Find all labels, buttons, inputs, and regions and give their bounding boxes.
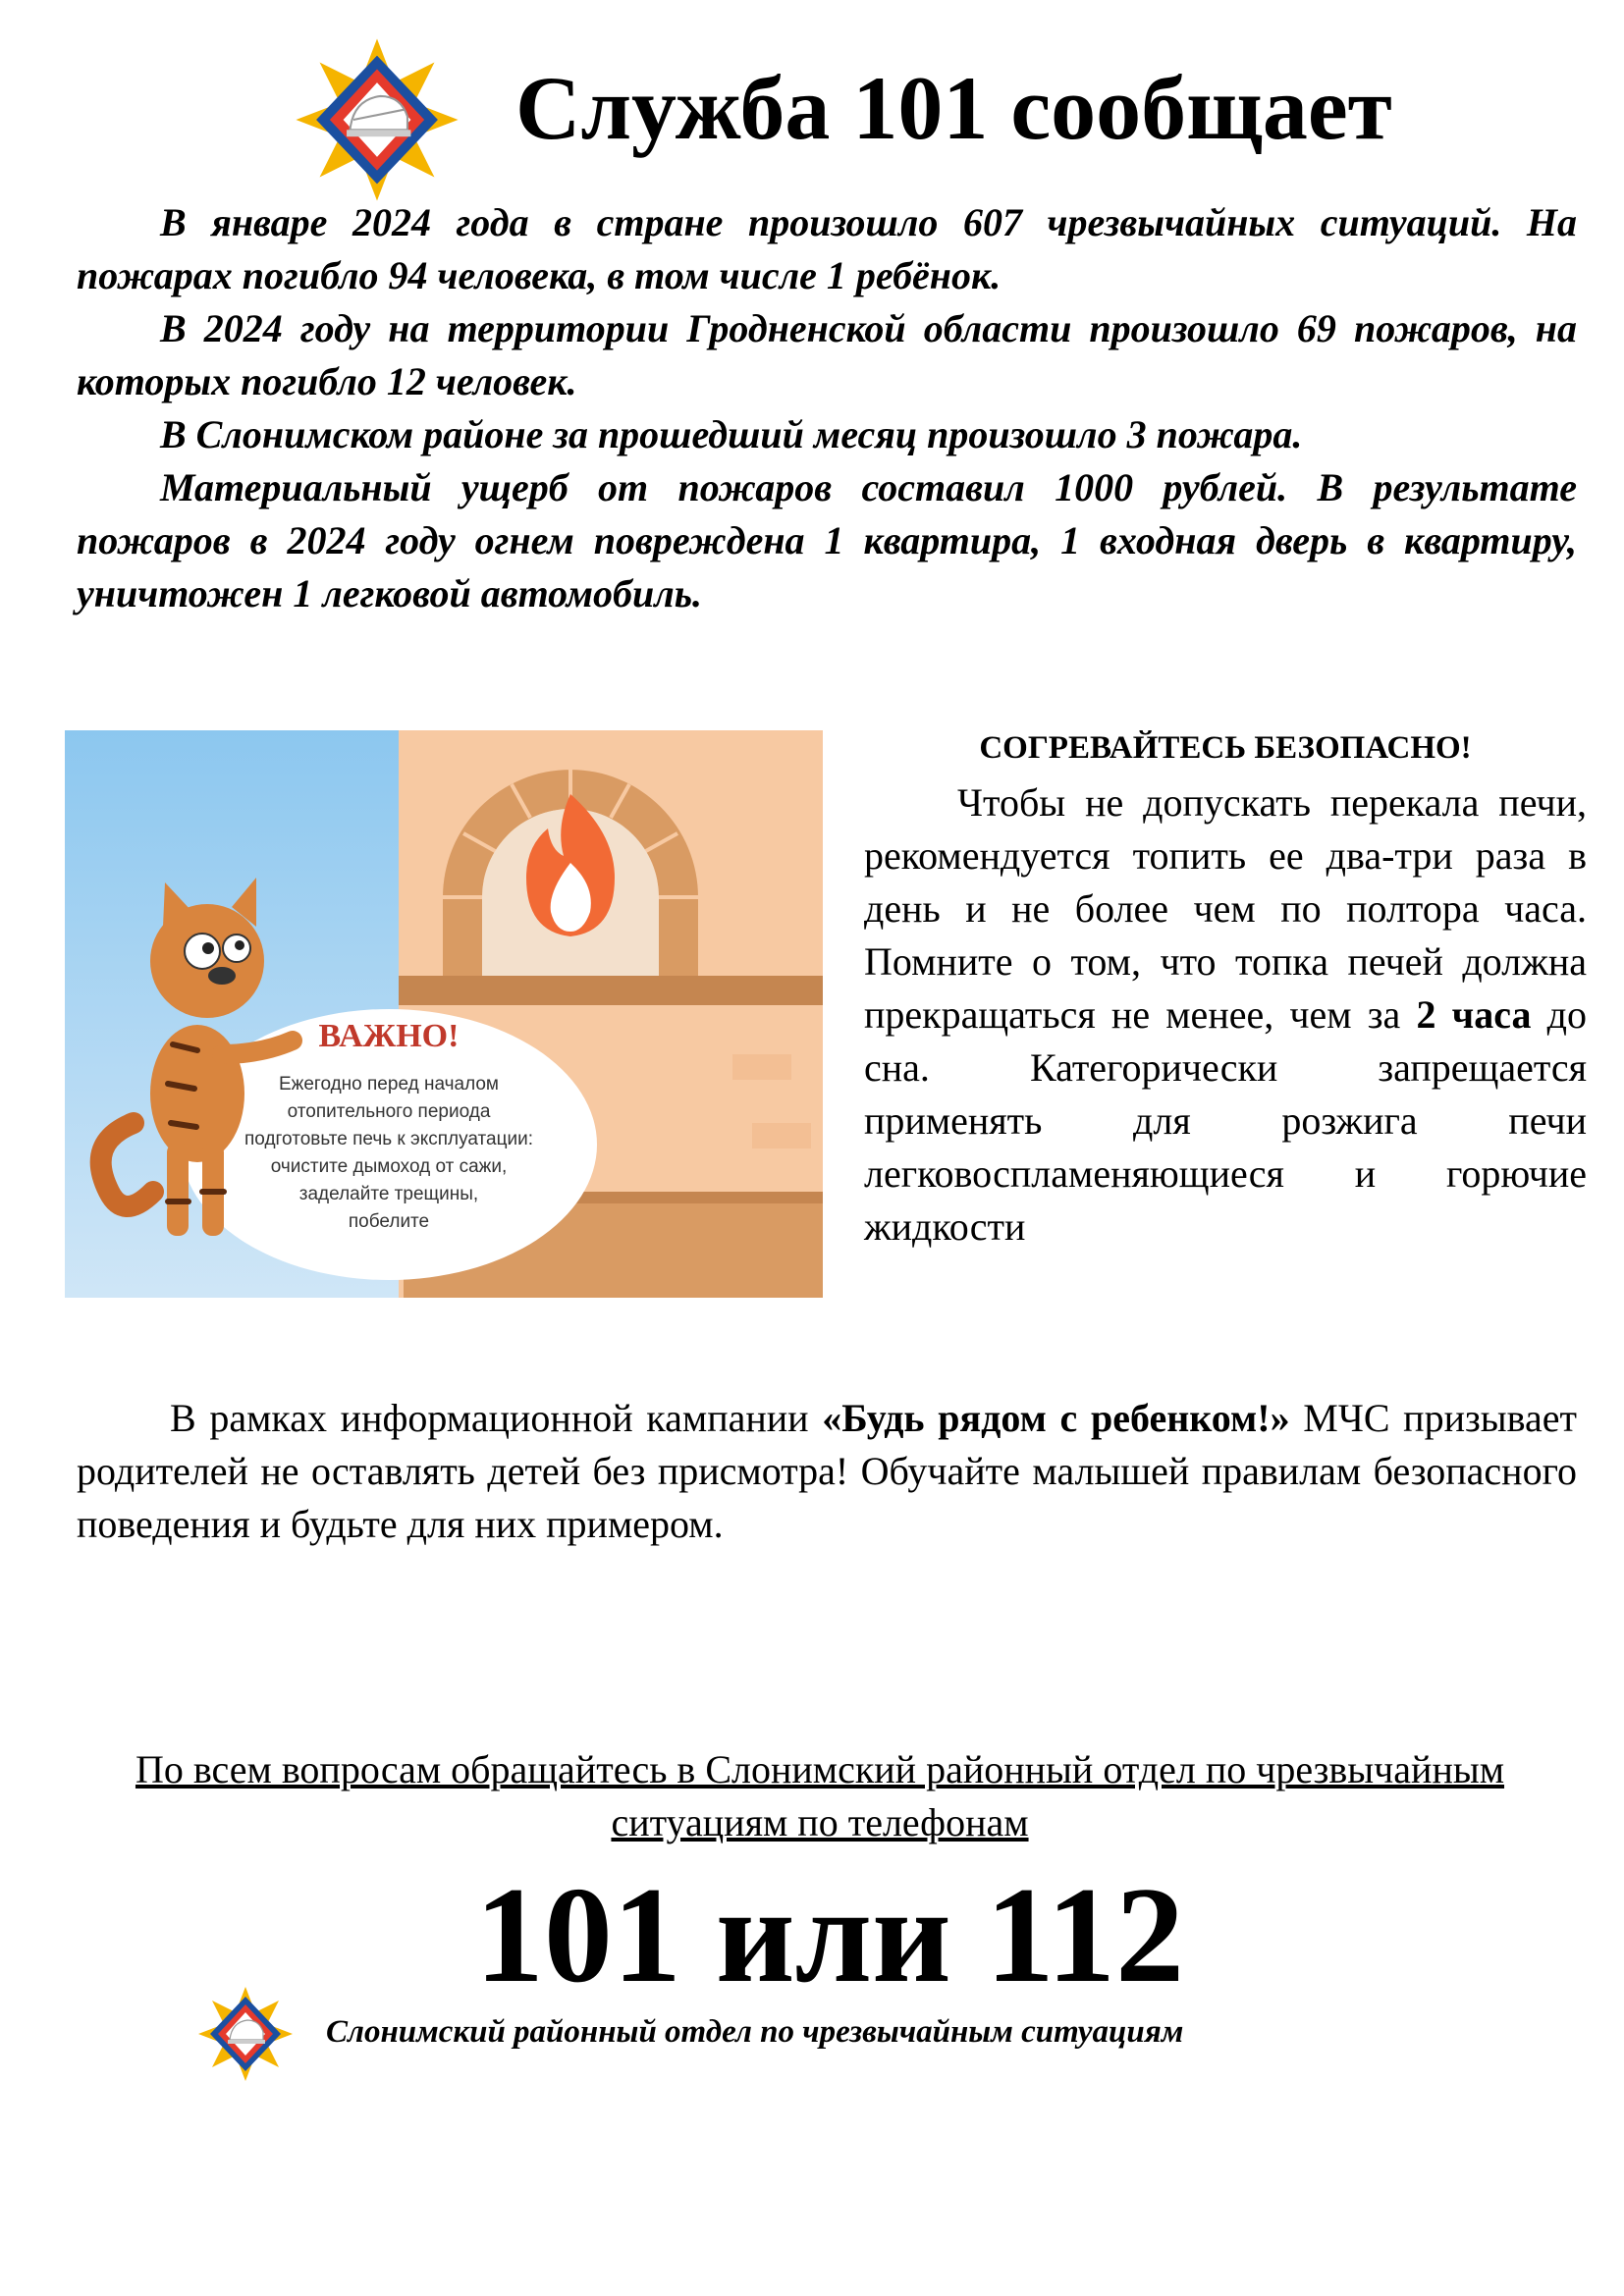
intro-paragraph: В 2024 году на территории Гродненской области произошло 69 пожаров, на которых погибло 12 человек. — [77, 306, 1577, 403]
department-name: Слонимский районный отдел по чрезвычайным ситуациям — [326, 2014, 1184, 2050]
warm-safely-heading: СОГРЕВАЙТЕСЬ БЕЗОПАСНО! — [979, 730, 1472, 766]
warm-safely-section — [864, 721, 1587, 1254]
bubble-line: очистите дымоход от сажи, — [270, 1156, 508, 1177]
warm-text-part: до сна. Категорически запрещается применять для розжига печи легковоспламеняющиеся и горючие жидкости — [864, 992, 1587, 1249]
contact-text: По всем вопросам обращайтесь в Слонимский районный отдел по чрезвычайным ситуациям по телефонам — [135, 1747, 1505, 1844]
warm-text-part: Чтобы не допускать перекала печи, рекомендуется топить ее два-три раза в день и не более чем по полтора часа. Помните о том, что топка печей должна прекращаться не менее, чем за — [864, 780, 1587, 1037]
page-title: Служба 101 сообщает — [515, 58, 1392, 158]
intro-block — [77, 196, 1577, 620]
mchs-emblem-icon — [196, 1985, 295, 2083]
bubble-line: подготовьте печь к эксплуатации: — [244, 1129, 533, 1149]
bubble-line: Ежегодно перед началом — [278, 1074, 500, 1095]
campaign-text-part: МЧС призывает родителей не оставлять детей без присмотра! Обучайте малышей правилам безопасного поведения и будьте для них примером. — [77, 1396, 1578, 1546]
stove-safety-illustration — [65, 730, 823, 1298]
campaign-text-part: В рамках информационной кампании — [170, 1396, 823, 1440]
campaign-name: «Будь рядом с ребенком!» — [822, 1396, 1290, 1440]
bubble-line: побелите — [348, 1211, 430, 1232]
bubble-title: ВАЖНО! — [318, 1018, 460, 1054]
warm-safely-text — [864, 776, 1587, 1254]
bubble-line: заделайте трещины, — [298, 1184, 479, 1204]
bubble-line: отопительного периода — [287, 1101, 491, 1122]
phone-numbers: 101 или 112 — [474, 1859, 1185, 2011]
campaign-paragraph — [77, 1392, 1577, 1551]
intro-paragraph: В январе 2024 года в стране произошло 607 чрезвычайных ситуаций. На пожарах погибло 94 человека, в том числе 1 ребёнок. — [77, 200, 1577, 297]
intro-paragraph: Материальный ущерб от пожаров составил 1000 рублей. В результате пожаров в 2024 году огнем повреждена 1 квартира, 1 входная дверь в квартиру, уничтожен 1 легковой автомобиль. — [77, 465, 1577, 615]
warm-text-bold: 2 часа — [1416, 992, 1532, 1037]
mchs-emblem-icon — [293, 35, 461, 204]
intro-paragraph: В Слонимском районе за прошедший месяц произошло 3 пожара. — [160, 412, 1303, 456]
